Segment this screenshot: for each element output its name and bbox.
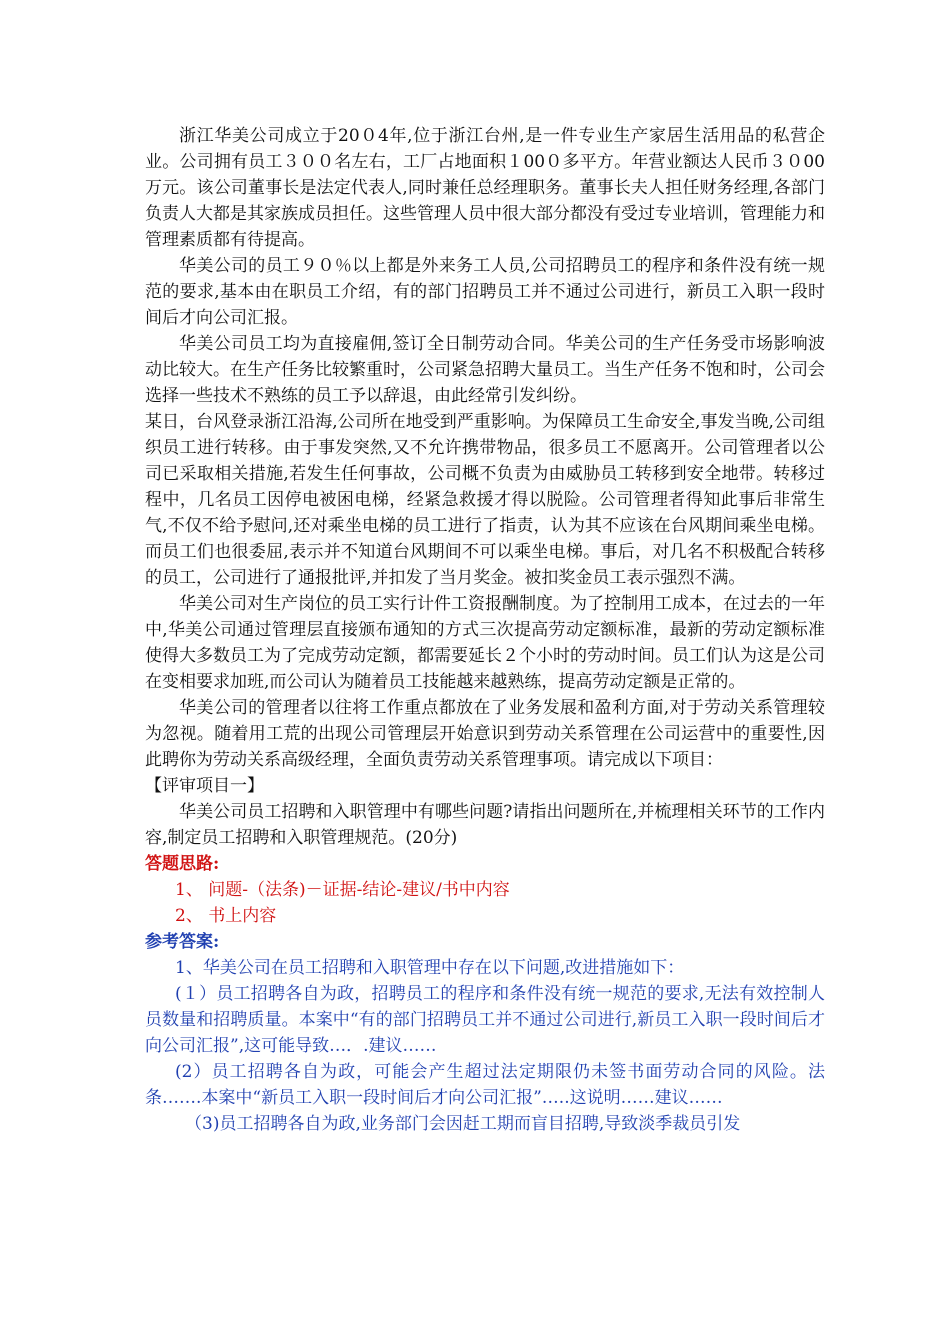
reference-heading: 参考答案: [145, 932, 220, 952]
case-paragraph-6: 华美公司的管理者以往将工作重点都放在了业务发展和盈利方面,对于劳动关系管理较为忽视。随着用工荒的出现公司管理层开始意识到劳动关系管理在公司运营中的重要性,因此聘你为劳动关系高级经理，全面负责劳动关系管理事项。请完成以下项目： [145, 698, 825, 770]
approach-item-1: 1、 问题-（法条)－证据-结论-建议/书中内容 [175, 880, 510, 900]
answer-paragraph-3: （3)员工招聘各自为政,业务部门会因赶工期而盲目招聘,导致淡季裁员引发 [185, 1114, 741, 1134]
answer-lead: 1、华美公司在员工招聘和入职管理中存在以下问题,改进措施如下： [175, 958, 685, 978]
review-question: 华美公司员工招聘和入职管理中有哪些问题?请指出问题所在,并梳理相关环节的工作内容,制定员工招聘和入职管理规范。(20分) [145, 802, 825, 848]
case-paragraph-2: 华美公司的员工９０％以上都是外来务工人员,公司招聘员工的程序和条件没有统一规范的要求,基本由在职员工介绍，有的部门招聘员工并不通过公司进行，新员工入职一段时间后才向公司汇报。 [145, 256, 825, 328]
case-paragraph-5: 华美公司对生产岗位的员工实行计件工资报酬制度。为了控制用工成本，在过去的一年中,华美公司通过管理层直接颁布通知的方式三次提高劳动定额标准，最新的劳动定额标准使得大多数员工为了完成劳动定额，都需要延长２个小时的劳动时间。员工们认为这是公司在变相要求加班,而公司认为随着员工技能越来越熟练，提高劳动定额是正常的。 [145, 594, 825, 692]
answer-paragraph-2: (2）员工招聘各自为政，可能会产生超过法定期限仍未签书面劳动合同的风险。法条…….本案中“新员工入职一段时间后才向公司汇报”…..这说明……建议…… [145, 1062, 825, 1108]
review-item-title: 【评审项目一】 [145, 776, 264, 796]
approach-item-2: 2、 书上内容 [175, 906, 277, 926]
case-paragraph-3: 华美公司员工均为直接雇佣,签订全日制劳动合同。华美公司的生产任务受市场影响波动比较大。在生产任务比较繁重时，公司紧急招聘大量员工。当生产任务不饱和时，公司会选择一些技术不熟练的员工予以辞退，由此经常引发纠纷。 [145, 334, 825, 406]
case-paragraph-4: 某日，台风登录浙江沿海,公司所在地受到严重影响。为保障员工生命安全,事发当晚,公司组织员工进行转移。由于事发突然,又不允许携带物品，很多员工不愿离开。公司管理者以公司已采取相关措施,若发生任何事故，公司概不负责为由威胁员工转移到安全地带。转移过程中，几名员工因停电被困电梯，经紧急救援才得以脱险。公司管理者得知此事后非常生气,不仅不给予慰问,还对乘坐电梯的员工进行了指责，认为其不应该在台风期间乘坐电梯。而员工们也很委屈,表示并不知道台风期间不可以乘坐电梯。事后，对几名不积极配合转移的员工，公司进行了通报批评,并扣发了当月奖金。被扣奖金员工表示强烈不满。 [145, 412, 825, 588]
case-paragraph-1: 浙江华美公司成立于20０4年,位于浙江台州,是一件专业生产家居生活用品的私营企业。公司拥有员工３００名左右，工厂占地面积１00０多平方。年营业额达人民币３０00万元。该公司董事长是法定代表人,同时兼任总经理职务。董事长夫人担任财务经理,各部门负责人大都是其家族成员担任。这些管理人员中很大部分都没有受过专业培训，管理能力和管理素质都有待提高。 [145, 126, 825, 250]
approach-heading: 答题思路: [145, 854, 220, 874]
answer-paragraph-1: (１）员工招聘各自为政，招聘员工的程序和条件没有统一规范的要求,无法有效控制人员数量和招聘质量。本案中“有的部门招聘员工并不通过公司进行,新员工入职一段时间后才向公司汇报”,这可能导致…．.建议…… [145, 984, 825, 1056]
document-body [145, 123, 825, 1137]
